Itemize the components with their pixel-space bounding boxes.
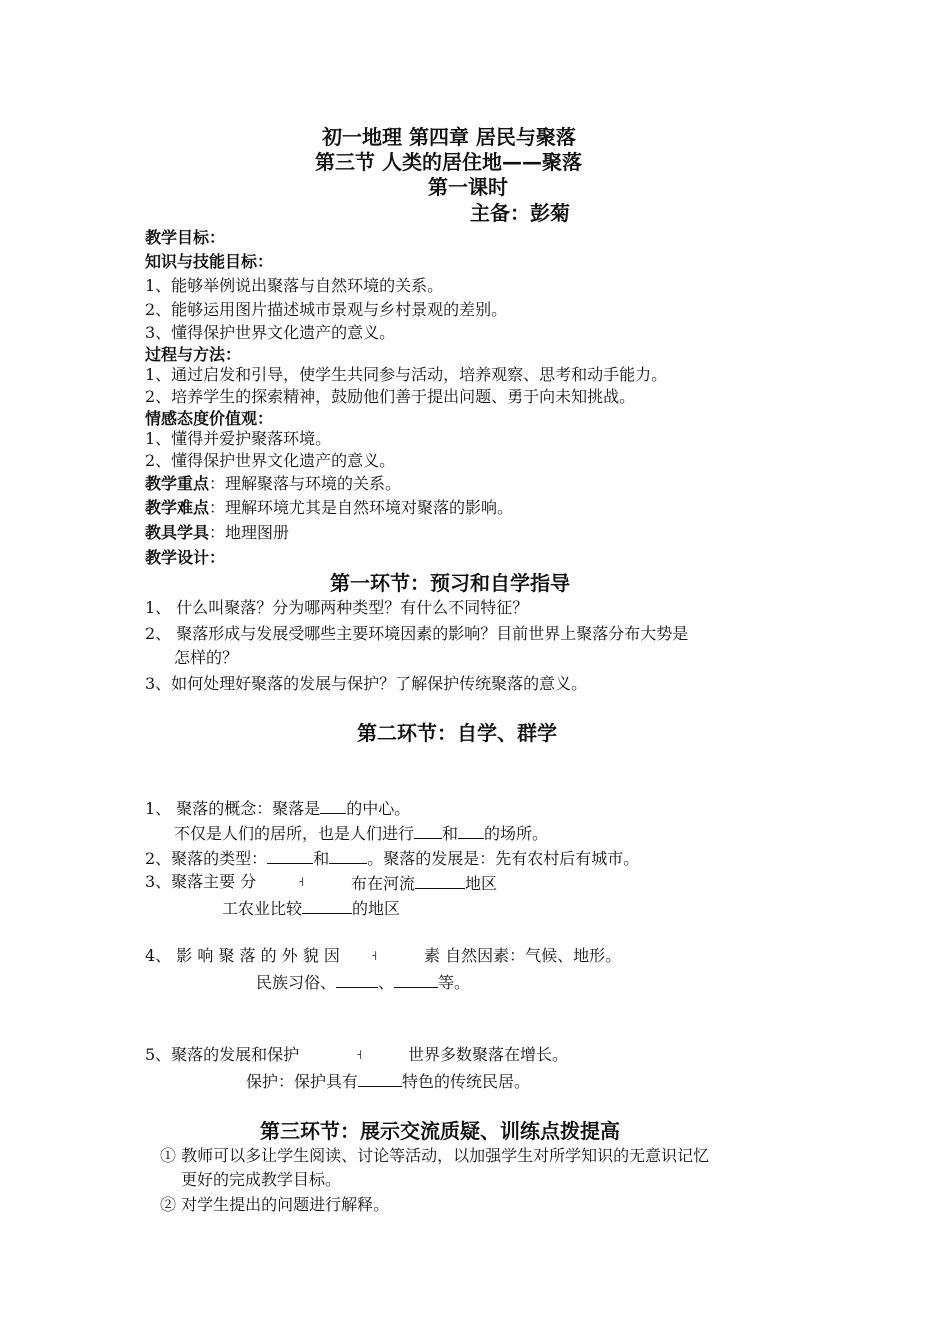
brace-icon: ˧ — [356, 1048, 363, 1063]
doc-title: 初一地理 第四章 居民与聚落 — [322, 125, 576, 149]
fill-text: 素 自然因素：气候、地形。 — [424, 946, 622, 965]
fill-item-5-part — [408, 1045, 568, 1065]
fill-text: 地区 — [465, 874, 498, 893]
fill-item-3-cont — [222, 897, 400, 919]
fill-item-5 — [145, 1045, 299, 1065]
fill-text: 保护：保护具有 — [246, 1072, 359, 1091]
fill-text: 世界多数聚落在增长。 — [408, 1045, 569, 1064]
fill-text: 2、聚落的类型： — [145, 849, 268, 868]
fill-text: 的场所。 — [484, 824, 549, 843]
fill-item-1-cont — [174, 822, 548, 844]
question-item: 3、如何处理好聚落的发展与保护？了解保护传统聚落的意义。 — [145, 674, 588, 693]
fill-text: 的中心。 — [346, 799, 411, 818]
objectives-heading: 教学目标： — [145, 228, 226, 247]
tools-text: ：地理图册 — [209, 523, 290, 542]
question-item-cont: 怎样的？ — [174, 648, 239, 667]
tools-label: 教具学具 — [145, 523, 210, 542]
section3-heading: 第三环节：展示交流质疑、训练点拨提高 — [260, 1119, 620, 1143]
key-point-text: ：理解聚落与环境的关系。 — [209, 474, 402, 493]
knowledge-item: 1、能够举例说出聚落与自然环境的关系。 — [145, 276, 444, 295]
process-heading: 过程与方法： — [145, 345, 242, 364]
fill-item-1 — [145, 797, 410, 819]
difficulty-point — [145, 498, 513, 518]
author-line: 主备：彭菊 — [470, 201, 570, 225]
fill-text: 布在河流 — [351, 874, 416, 893]
blank — [320, 797, 346, 814]
question-item: 2、 聚落形成与发展受哪些主要环境因素的影响？目前世界上聚落分布大势是 — [145, 624, 689, 643]
fill-text: 民族习俗、 — [256, 973, 337, 992]
fill-item-5-cont — [246, 1070, 530, 1092]
fill-text: 等。 — [438, 973, 471, 992]
knowledge-item: 2、能够运用图片描述城市景观与乡村景观的差别。 — [145, 300, 508, 319]
fill-item-2 — [145, 847, 639, 869]
emotion-heading: 情感态度价值观： — [145, 409, 274, 428]
blank — [336, 971, 378, 988]
fill-text: 5、聚落的发展和保护 — [145, 1045, 300, 1064]
blank — [329, 847, 367, 864]
fill-text: 特色的传统民居。 — [402, 1072, 531, 1091]
knowledge-heading: 知识与技能目标： — [145, 252, 274, 271]
fill-text: 、 — [378, 973, 395, 992]
fill-text: 3、聚落主要 分 — [145, 872, 257, 891]
emotion-item: 1、懂得并爱护聚落环境。 — [145, 429, 332, 448]
brace-icon: ˧ — [371, 949, 378, 964]
process-item: 1、通过启发和引导，使学生共同参与活动，培养观察、思考和动手能力。 — [145, 365, 668, 384]
process-item: 2、培养学生的探索精神，鼓励他们善于提出问题、勇于向未知挑战。 — [145, 387, 636, 406]
fill-text: 4、 影 响 聚 落 的 外 貌 因 — [145, 946, 340, 965]
fill-item-3 — [145, 872, 256, 892]
fill-text: 的地区 — [352, 899, 401, 918]
fill-item-4 — [145, 946, 340, 966]
blank — [358, 1070, 402, 1087]
blank — [267, 847, 313, 864]
tools-line — [145, 523, 289, 543]
fill-text: 工农业比较 — [222, 899, 303, 918]
step-item: ② 对学生提出的问题进行解释。 — [160, 1195, 390, 1214]
section-title: 第三节 人类的居住地——聚落 — [315, 150, 582, 174]
blank — [302, 897, 352, 914]
fill-text: 不仅是人们的居所，也是人们进行 — [174, 824, 415, 843]
fill-item-3-part — [351, 872, 497, 894]
fill-item-4-part — [424, 946, 621, 966]
brace-icon: ˧ — [298, 875, 305, 890]
question-item: 1、 什么叫聚落？分为哪两种类型？有什么不同特征？ — [145, 598, 529, 617]
step-item-cont: 更好的完成教学目标。 — [181, 1170, 342, 1189]
knowledge-item: 3、懂得保护世界文化遗产的意义。 — [145, 323, 396, 342]
blank — [414, 822, 442, 839]
design-heading: 教学设计： — [145, 548, 226, 567]
key-point-label: 教学重点 — [145, 474, 210, 493]
difficulty-label: 教学难点 — [145, 498, 210, 517]
section1-heading: 第一环节：预习和自学指导 — [330, 571, 570, 595]
fill-item-4-cont — [256, 971, 470, 993]
key-point — [145, 474, 401, 494]
fill-text: 和 — [442, 824, 459, 843]
step-item: ① 教师可以多让学生阅读、讨论等活动，以加强学生对所学知识的无意识记忆 — [160, 1146, 710, 1165]
blank — [458, 822, 484, 839]
lesson-title: 第一课时 — [428, 175, 508, 199]
difficulty-text: ：理解环境尤其是自然环境对聚落的影响。 — [209, 498, 514, 517]
blank — [394, 971, 438, 988]
fill-text: 。聚落的发展是：先有农村后有城市。 — [367, 849, 640, 868]
blank — [415, 872, 465, 889]
section2-heading: 第二环节：自学、群学 — [357, 721, 557, 745]
fill-text: 1、 聚落的概念：聚落是 — [145, 799, 321, 818]
emotion-item: 2、懂得保护世界文化遗产的意义。 — [145, 451, 396, 470]
fill-text: 和 — [313, 849, 330, 868]
